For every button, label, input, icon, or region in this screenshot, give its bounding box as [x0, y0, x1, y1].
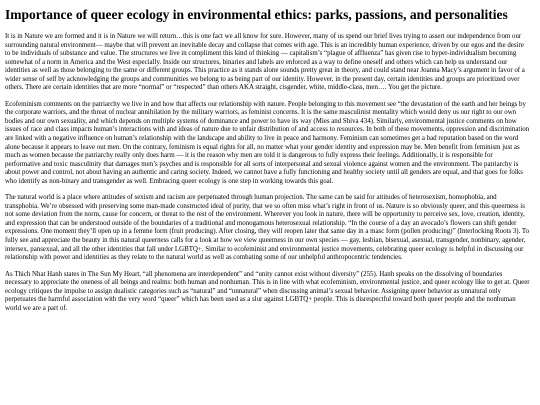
paragraph-natural-world: The natural world is a place where attitudes of sexism and racism are perpetuated through human projection. The same can be said for attitudes of heterosexism, homophobia, and transphobia. We’re obsessed with preserving some man-made constructed ideal of purity, that we so often miss what’s right in front of us. Nature is so obviously queer, and this queerness is not some deviation from the norm, cause for concern, or threat to the rest of the environment. Wherever you look in nature, there will be opportunity to perceive sex, love, creation, identity, and expression that can be understood outside of the boundaries of a traditional and monogamous heterosexual relationship. “In the course of a day an avocado’s flowers can shift gender expressions. One moment they’ll open up in a femme form (fruit producing). After closing, they will reopen later that same day in a masc form (pollen producing)” (Interlocking Roots 3). To fully see and appreciate the beauty in this natural queerness calls for a look at how we view queerness in our own species — gay, lesbian, bisexual, asexual, transgender, nonbinary, agender, intersex, pansexual, and all the other identities that fall under LGBTQ+. Similar to ecofeminist and environmental justice movements, celebrating queer ecology is helpful in discussing our relationship with power and identities as they relate to the natural world as well as combating some of our unhelpful anthropocentric tendencies.	[5, 194, 530, 262]
paragraph-ecofeminism: Ecofeminism comments on the patriarchy we live in and how that affects our relationship with nature. People belonging to this movement see “the devastation of the earth and her beings by the corporate warriors, and the threat of nuclear annihilation by the military warriors, as feminist concerns. It is the same masculinist mentality which would deny us our right to our own bodies and our own sexuality, and which depends on multiple systems of dominance and power to have its way (Mies and Shiva 434). Similarly, environmental justice comments on how issues of race and class impacts human’s interactions with and ideas of nature due to unfair distribution of and access to resources. In both of these movements, oppression and discrimination are linked with a negative influence on human’s relationship with the landscape and ability to live in peace and harmony. Feminism can sometimes get a bad reputation based on the word alone because it appears to leave out men. On the contrary, feminism is equal rights for all, no matter what your gender identity and expression may be. Men benefit from feminism just as much as women because the patriarchy really only does harm — it is the reason why men are told it is dangerous to fully express their feelings. Additionally, it is responsible for performative and toxic masculinity that damages men’s psyches and is responsible for all sorts of interpersonal and sexual violence against women and the environment. The patriarchy is about power and control, not about having an authentic and caring society. Indeed, we cannot have a fully functioning and healthy society until all genders are equal, and that goes for folks who identify as non-binary and transgender as well. Embracing queer ecology is one step in working towards this goal.	[5, 100, 530, 185]
paragraph-intro: It is in Nature we are formed and it is in Nature we will return…this is one fact we all know for sure. However, many of us spend our brief lives trying to assert our independence from our surrounding natural environment— maybe that will prevent an inevitable decay and collapse that comes with age. This is an incredibly human experience, driven by our egos and the desire to be individuals of substance and value. The structures we live in compliment this kind of thinking — capitalism’s “plague of affluenza” has given rise to hyper-individualism becoming somewhat of a norm in America and the West especially. Inside our structures, binaries and labels are enforced as a way to define oneself and others which can help us understand our identities as well as those belonging to the same or different groups. This practice as it stands alone sounds pretty great in theory, and could stand near Joanna Macy’s argument in favor of a wider sense of self by acknowledging the groups and communities we belong to as being part of our identity. However, in the present day, certain identities and groups are prioritized over others. There are certain identities that are more “normal” or “respected” than others AKA straight, cisgender, white, middle-class, men…. You get the picture.	[5, 33, 525, 92]
paragraph-thich-nhat-hanh: As Thich Nhat Hanh states in The Sun My Heart, “all phenomena are interdependent” and “unity cannot exist without diversity” (255). Hanh speaks on the dissolving of boundaries necessary to appreciate the oneness of all beings and realms: both human and nonhuman. This is in line with what ecofeminism, environmental justice, and queer ecology like to get at. Queer ecology critiques the impulse to assign dualistic categories such as “natural” and “unnatural” when discussing animal’s sexual behavior. Assigning queer behavior as unnatural only perpetuates the harmful association with the very word “queer” which has been used as a slur against LGBTQ+ people. This is disrespectful toward both queer people and the nonhuman world we are a part of.	[5, 270, 530, 312]
page-title: Importance of queer ecology in environmental ethics: parks, passions, and personalities	[5, 7, 508, 22]
